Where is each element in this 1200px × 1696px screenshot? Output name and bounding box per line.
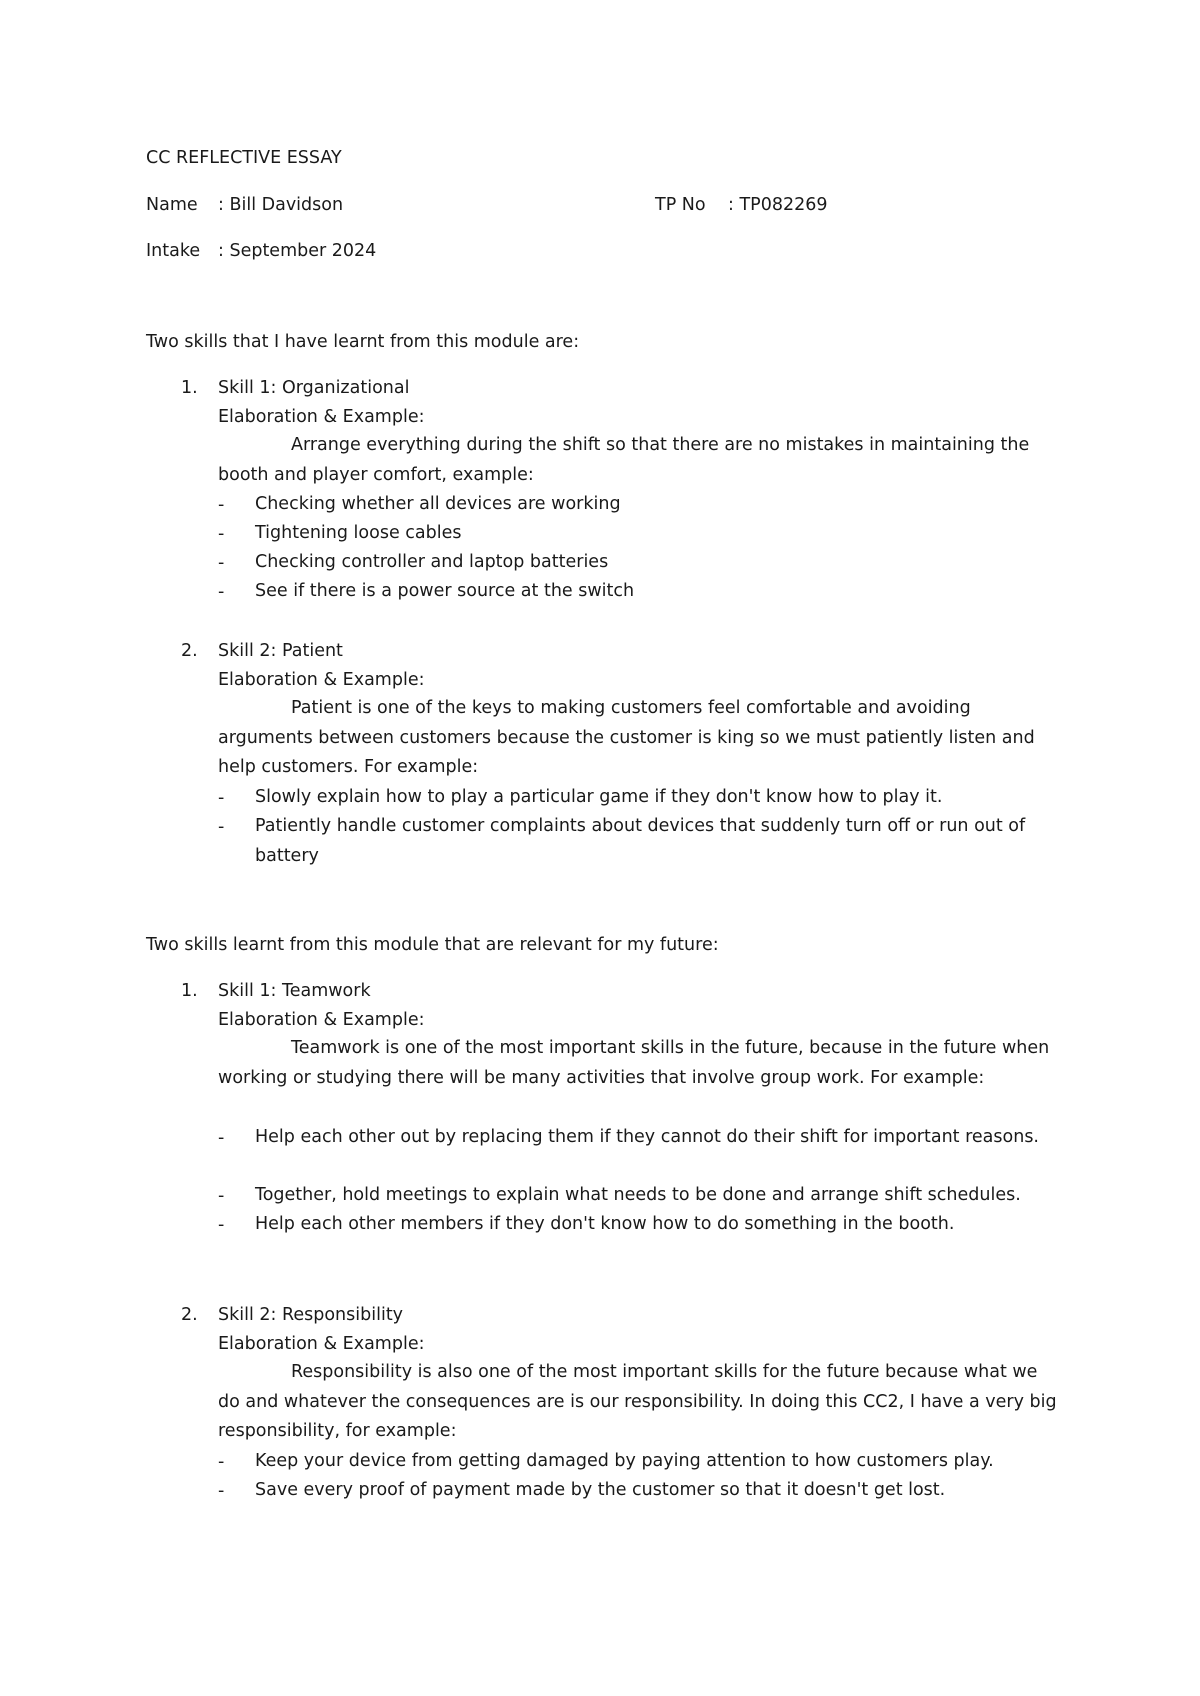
list-number: 1. bbox=[181, 378, 198, 398]
intake-value: : September 2024 bbox=[218, 241, 377, 261]
bullet-dash: - bbox=[218, 553, 225, 573]
list-item: Patiently handle customer complaints about devices that suddenly turn off or run out of battery bbox=[255, 816, 1026, 866]
skill-paragraph-text: Arrange everything during the shift so that there are no mistakes in maintaining the booth and player comfort, example: bbox=[218, 435, 1030, 485]
list-item: Checking controller and laptop batteries bbox=[255, 552, 609, 572]
list-item: Save every proof of payment made by the customer so that it doesn't get lost. bbox=[255, 1480, 946, 1500]
list-item: Help each other out by replacing them if they cannot do their shift for important reasons. bbox=[255, 1127, 1039, 1147]
skill-paragraph bbox=[218, 694, 1058, 783]
bullet-dash: - bbox=[218, 582, 225, 602]
skill-paragraph-text: Responsibility is also one of the most important skills for the future because what we do and whatever the consequences are is our responsibility. In doing this CC2, I have a very big responsibility, for example: bbox=[218, 1362, 1057, 1441]
document-title: CC REFLECTIVE ESSAY bbox=[146, 148, 342, 168]
skill-title: Skill 2: Patient bbox=[218, 641, 343, 661]
list-number: 1. bbox=[181, 981, 198, 1001]
skill-paragraph bbox=[218, 1358, 1058, 1447]
bullet-dash: - bbox=[218, 524, 225, 544]
list-item: Together, hold meetings to explain what needs to be done and arrange shift schedules. bbox=[255, 1185, 1021, 1205]
list-number: 2. bbox=[181, 1305, 198, 1325]
skill-title: Skill 2: Responsibility bbox=[218, 1305, 404, 1325]
elaboration-label: Elaboration & Example: bbox=[218, 670, 425, 690]
elaboration-label: Elaboration & Example: bbox=[218, 1334, 425, 1354]
list-item: Help each other members if they don't know how to do something in the booth. bbox=[255, 1214, 955, 1234]
list-item: Slowly explain how to play a particular game if they don't know how to play it. bbox=[255, 787, 943, 807]
bullet-dash: - bbox=[218, 495, 225, 515]
list-item: See if there is a power source at the switch bbox=[255, 581, 635, 601]
bullet-dash: - bbox=[218, 788, 225, 808]
elaboration-label: Elaboration & Example: bbox=[218, 407, 425, 427]
skill-paragraph-text: Patient is one of the keys to making customers feel comfortable and avoiding arguments between customers because the customer is king so we must patiently listen and help customers. For example: bbox=[218, 698, 1035, 777]
list-item: Keep your device from getting damaged by paying attention to how customers play. bbox=[255, 1451, 994, 1471]
skill-title: Skill 1: Organizational bbox=[218, 378, 410, 398]
elaboration-label: Elaboration & Example: bbox=[218, 1010, 425, 1030]
bullet-dash: - bbox=[218, 1215, 225, 1235]
section1-intro: Two skills that I have learnt from this module are: bbox=[146, 332, 580, 352]
name-label: Name bbox=[146, 195, 198, 215]
intake-label: Intake bbox=[146, 241, 201, 261]
bullet-dash: - bbox=[218, 1452, 225, 1472]
bullet-dash: - bbox=[218, 1186, 225, 1206]
skill-paragraph bbox=[218, 1034, 1058, 1093]
list-item: Tightening loose cables bbox=[255, 523, 462, 543]
skill-title: Skill 1: Teamwork bbox=[218, 981, 371, 1001]
skill-paragraph bbox=[218, 431, 1058, 490]
bullet-dash: - bbox=[218, 817, 225, 837]
name-value: : Bill Davidson bbox=[218, 195, 344, 215]
section2-intro: Two skills learnt from this module that are relevant for my future: bbox=[146, 935, 719, 955]
bullet-dash: - bbox=[218, 1481, 225, 1501]
list-number: 2. bbox=[181, 641, 198, 661]
bullet-dash: - bbox=[218, 1128, 225, 1148]
skill-paragraph-text: Teamwork is one of the most important skills in the future, because in the future when working or studying there will be many activities that involve group work. For example: bbox=[218, 1038, 1050, 1088]
tp-label: TP No bbox=[655, 195, 706, 215]
list-item: Checking whether all devices are working bbox=[255, 494, 621, 514]
tp-value: : TP082269 bbox=[728, 195, 828, 215]
